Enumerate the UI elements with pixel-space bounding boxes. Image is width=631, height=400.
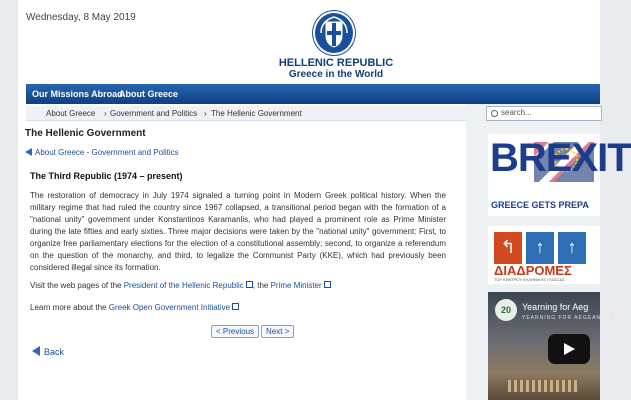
- section-link-label: About Greece - Government and Politics: [35, 148, 179, 157]
- site-title-sub: Greece in the World: [288, 69, 384, 80]
- arrow-left-icon: [25, 148, 32, 156]
- breadcrumb-separator: ›: [204, 109, 207, 118]
- learn-line: [30, 303, 239, 312]
- breadcrumb-government-politics[interactable]: Government and Politics: [110, 109, 198, 118]
- external-link-icon: [324, 281, 331, 288]
- video-thumbnail[interactable]: [488, 292, 615, 400]
- president-link[interactable]: [124, 281, 253, 290]
- emblem-graphic: [315, 13, 353, 53]
- prime-minister-link-label: Prime Minister: [270, 281, 322, 290]
- breadcrumb-current-page: The Hellenic Government: [211, 109, 302, 118]
- site-title-main: HELLENIC REPUBLIC: [278, 57, 394, 69]
- body-paragraph: The restoration of democracy in July 1974 signaled a turning point in Modern Greek political history. When the military regime that had ruled the country since 1967 collapsed, a transitional period began with the formation of a "national unity" government under Konstantinos Karamanlis, who had played a prominent role as Prime Minister during the late fifties and early sixties. Three major decisions were taken by the "national unity" government: First, to organize free parliamentary elections for the election of a constitutional assembly; second, to organize a referendum on the question of the monarchy, and third, to legalize the Communist Party (KKE), which had previously been considered illegal since its formation.: [30, 191, 446, 272]
- video-subtitle: YEARNING FOR AEGEAN LIG: [522, 315, 615, 321]
- section-heading: The Third Republic (1974 – present): [30, 171, 183, 181]
- video-title: Yearning for Aeg: [522, 302, 589, 312]
- page-title: The Hellenic Government: [25, 128, 146, 139]
- president-link-label: President of the Hellenic Republic: [123, 281, 244, 290]
- next-button[interactable]: Next >: [261, 325, 294, 338]
- diadromes-banner[interactable]: [488, 226, 600, 284]
- open-government-link[interactable]: [109, 303, 239, 312]
- search-placeholder: search...: [501, 108, 532, 117]
- brexit-banner-title: BREXIT: [490, 136, 631, 180]
- breadcrumb-separator: ›: [104, 109, 107, 118]
- page: [18, 0, 631, 400]
- external-link-icon: [232, 303, 239, 310]
- brexit-banner[interactable]: [488, 134, 631, 216]
- diadromes-banner-title: ΔΙΑΔΡΟΜΕΣ: [494, 263, 572, 278]
- back-link[interactable]: [32, 346, 64, 357]
- nav-our-missions-abroad[interactable]: Our Missions Abroad: [32, 89, 123, 99]
- nav-about-greece[interactable]: About Greece: [119, 89, 179, 99]
- external-link-icon: [246, 281, 253, 288]
- search-input[interactable]: [486, 106, 602, 121]
- prime-minister-link[interactable]: [271, 281, 331, 290]
- up-arrow-icon: ↑: [558, 232, 586, 264]
- learn-prefix: Learn more about the: [30, 303, 107, 312]
- brexit-banner-caption: GREECE GETS PREPA: [491, 200, 589, 210]
- greek-coat-of-arms-icon[interactable]: [315, 13, 353, 53]
- channel-logo: 20: [495, 299, 517, 321]
- main-nav: [26, 84, 600, 104]
- diadromes-banner-caption: ΤΟΥ ΚΕΝΤΡΟΥ ΕΛΛΗΝΙΚΗΣ ΓΛΩΣΣΑΣ: [494, 277, 565, 282]
- previous-button[interactable]: < Previous: [211, 325, 259, 338]
- up-arrow-icon: ↑: [526, 232, 554, 264]
- visit-prefix: Visit the web pages of the: [30, 281, 122, 290]
- breadcrumb: [26, 106, 466, 121]
- section-link[interactable]: [25, 148, 179, 157]
- play-button-icon[interactable]: [548, 334, 590, 364]
- search-icon: [491, 110, 498, 117]
- pagination: [211, 325, 296, 338]
- back-arrow-icon: [32, 346, 40, 356]
- main-content: [25, 128, 465, 357]
- open-government-link-label: Greek Open Government Initiative: [108, 303, 231, 312]
- visit-mid: , the: [252, 281, 269, 290]
- site-title: [248, 57, 424, 81]
- turn-arrow-icon: ↰: [494, 232, 522, 264]
- ruins-graphic: [508, 380, 578, 392]
- back-link-label: Back: [44, 347, 65, 357]
- current-date: Wednesday, 8 May 2019: [26, 12, 136, 23]
- breadcrumb-about-greece[interactable]: About Greece: [46, 109, 96, 118]
- sidebar: [466, 104, 631, 400]
- visit-line: [30, 281, 331, 290]
